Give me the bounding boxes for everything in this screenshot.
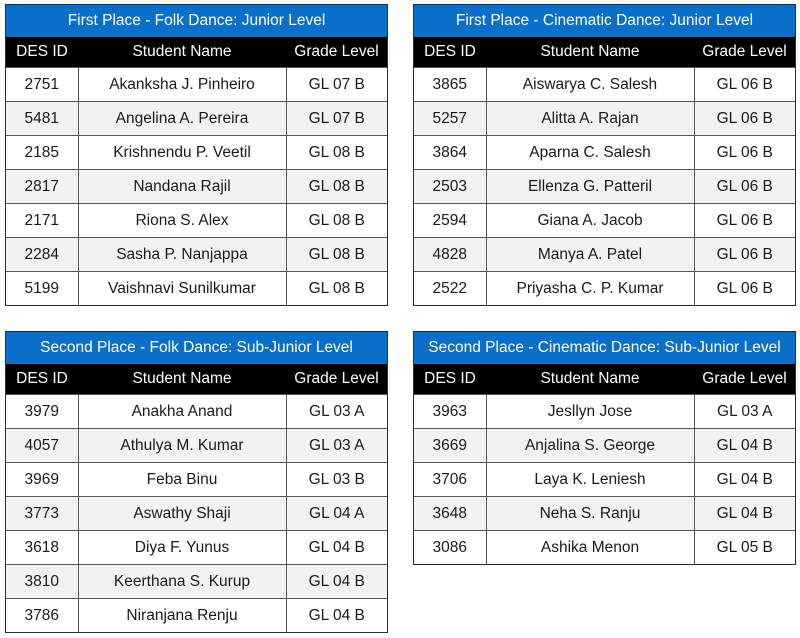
student-name-cell: Jesllyn Jose xyxy=(486,395,694,429)
student-name-cell: Aiswarya C. Salesh xyxy=(486,68,694,102)
table-row xyxy=(414,102,795,136)
grade-level-cell: GL 06 B xyxy=(694,68,795,102)
grade-level-cell: GL 04 A xyxy=(286,497,387,531)
table-row xyxy=(414,238,795,272)
table-row xyxy=(414,429,795,463)
des-id-cell: 3618 xyxy=(6,531,78,565)
student-name-cell: Ashika Menon xyxy=(486,531,694,565)
table-row xyxy=(414,170,795,204)
des-id-cell: 5257 xyxy=(414,102,486,136)
column-header-des-id: DES ID xyxy=(414,364,486,395)
results-table xyxy=(414,37,795,305)
des-id-cell: 2751 xyxy=(6,68,78,102)
column-header-des-id: DES ID xyxy=(6,364,78,395)
table-row xyxy=(414,497,795,531)
des-id-cell: 5199 xyxy=(6,272,78,306)
grade-level-cell: GL 06 B xyxy=(694,204,795,238)
student-name-cell: Anakha Anand xyxy=(78,395,286,429)
student-name-cell: Vaishnavi Sunilkumar xyxy=(78,272,286,306)
student-name-cell: Riona S. Alex xyxy=(78,204,286,238)
student-name-cell: Neha S. Ranju xyxy=(486,497,694,531)
table-row xyxy=(6,238,387,272)
des-id-cell: 2522 xyxy=(414,272,486,306)
student-name-cell: Anjalina S. George xyxy=(486,429,694,463)
column-header-des-id: DES ID xyxy=(6,37,78,68)
table-row xyxy=(414,463,795,497)
student-name-cell: Angelina A. Pereira xyxy=(78,102,286,136)
table-row xyxy=(6,136,387,170)
des-id-cell: 4057 xyxy=(6,429,78,463)
table-row xyxy=(414,531,795,565)
grade-level-cell: GL 03 A xyxy=(694,395,795,429)
table-title: First Place - Cinematic Dance: Junior Level xyxy=(414,5,795,37)
student-name-cell: Laya K. Leniesh xyxy=(486,463,694,497)
grade-level-cell: GL 08 B xyxy=(286,204,387,238)
grade-level-cell: GL 06 B xyxy=(694,238,795,272)
des-id-cell: 2284 xyxy=(6,238,78,272)
des-id-cell: 3810 xyxy=(6,565,78,599)
grade-level-cell: GL 04 B xyxy=(694,463,795,497)
grade-level-cell: GL 08 B xyxy=(286,272,387,306)
table-row xyxy=(6,272,387,306)
header-row xyxy=(414,37,795,68)
grade-level-cell: GL 04 B xyxy=(286,565,387,599)
des-id-cell: 2503 xyxy=(414,170,486,204)
grade-level-cell: GL 03 B xyxy=(286,463,387,497)
results-table-folk-sub-junior xyxy=(5,331,388,633)
grade-level-cell: GL 04 B xyxy=(286,531,387,565)
des-id-cell: 3773 xyxy=(6,497,78,531)
des-id-cell: 3969 xyxy=(6,463,78,497)
grade-level-cell: GL 03 A xyxy=(286,429,387,463)
header-row xyxy=(414,364,795,395)
des-id-cell: 3865 xyxy=(414,68,486,102)
table-row xyxy=(6,395,387,429)
results-table xyxy=(6,37,387,305)
grade-level-cell: GL 08 B xyxy=(286,136,387,170)
header-row xyxy=(6,37,387,68)
column-header-grade-level: Grade Level xyxy=(286,364,387,395)
column-header-student-name: Student Name xyxy=(486,37,694,68)
table-row xyxy=(6,463,387,497)
des-id-cell: 3086 xyxy=(414,531,486,565)
column-header-grade-level: Grade Level xyxy=(286,37,387,68)
table-row xyxy=(414,272,795,306)
table-body xyxy=(414,395,795,565)
table-row xyxy=(6,102,387,136)
table-body xyxy=(414,68,795,306)
des-id-cell: 3864 xyxy=(414,136,486,170)
table-row xyxy=(6,170,387,204)
table-row xyxy=(414,68,795,102)
des-id-cell: 4828 xyxy=(414,238,486,272)
table-title: Second Place - Cinematic Dance: Sub-Junior Level xyxy=(414,332,795,364)
des-id-cell: 3669 xyxy=(414,429,486,463)
des-id-cell: 2817 xyxy=(6,170,78,204)
des-id-cell: 3648 xyxy=(414,497,486,531)
des-id-cell: 3786 xyxy=(6,599,78,633)
table-row xyxy=(6,599,387,633)
des-id-cell: 3706 xyxy=(414,463,486,497)
student-name-cell: Diya F. Yunus xyxy=(78,531,286,565)
des-id-cell: 2171 xyxy=(6,204,78,238)
student-name-cell: Sasha P. Nanjappa xyxy=(78,238,286,272)
grade-level-cell: GL 05 B xyxy=(694,531,795,565)
grade-level-cell: GL 03 A xyxy=(286,395,387,429)
des-id-cell: 3963 xyxy=(414,395,486,429)
student-name-cell: Aparna C. Salesh xyxy=(486,136,694,170)
grade-level-cell: GL 06 B xyxy=(694,102,795,136)
student-name-cell: Nandana Rajil xyxy=(78,170,286,204)
grade-level-cell: GL 08 B xyxy=(286,238,387,272)
student-name-cell: Ellenza G. Patteril xyxy=(486,170,694,204)
des-id-cell: 2185 xyxy=(6,136,78,170)
table-body xyxy=(6,68,387,306)
table-row xyxy=(414,395,795,429)
des-id-cell: 5481 xyxy=(6,102,78,136)
column-header-des-id: DES ID xyxy=(414,37,486,68)
des-id-cell: 3979 xyxy=(6,395,78,429)
table-row xyxy=(6,565,387,599)
grade-level-cell: GL 07 B xyxy=(286,68,387,102)
column-header-grade-level: Grade Level xyxy=(694,37,795,68)
student-name-cell: Aswathy Shaji xyxy=(78,497,286,531)
table-title: First Place - Folk Dance: Junior Level xyxy=(6,5,387,37)
student-name-cell: Feba Binu xyxy=(78,463,286,497)
student-name-cell: Alitta A. Rajan xyxy=(486,102,694,136)
results-table xyxy=(6,364,387,632)
grade-level-cell: GL 06 B xyxy=(694,136,795,170)
column-header-grade-level: Grade Level xyxy=(694,364,795,395)
grade-level-cell: GL 08 B xyxy=(286,170,387,204)
table-row xyxy=(414,136,795,170)
student-name-cell: Keerthana S. Kurup xyxy=(78,565,286,599)
results-table-folk-junior xyxy=(5,4,388,306)
results-table-cinematic-sub-junior xyxy=(413,331,796,565)
student-name-cell: Manya A. Patel xyxy=(486,238,694,272)
student-name-cell: Akanksha J. Pinheiro xyxy=(78,68,286,102)
column-header-student-name: Student Name xyxy=(486,364,694,395)
results-table-cinematic-junior xyxy=(413,4,796,306)
grade-level-cell: GL 04 B xyxy=(694,497,795,531)
table-body xyxy=(6,395,387,633)
results-table xyxy=(414,364,795,564)
header-row xyxy=(6,364,387,395)
grade-level-cell: GL 06 B xyxy=(694,272,795,306)
table-row xyxy=(414,204,795,238)
column-header-student-name: Student Name xyxy=(78,37,286,68)
table-row xyxy=(6,429,387,463)
student-name-cell: Giana A. Jacob xyxy=(486,204,694,238)
student-name-cell: Priyasha C. P. Kumar xyxy=(486,272,694,306)
des-id-cell: 2594 xyxy=(414,204,486,238)
table-row xyxy=(6,68,387,102)
student-name-cell: Niranjana Renju xyxy=(78,599,286,633)
grade-level-cell: GL 07 B xyxy=(286,102,387,136)
table-row xyxy=(6,204,387,238)
grade-level-cell: GL 04 B xyxy=(286,599,387,633)
student-name-cell: Athulya M. Kumar xyxy=(78,429,286,463)
table-title: Second Place - Folk Dance: Sub-Junior Level xyxy=(6,332,387,364)
grade-level-cell: GL 04 B xyxy=(694,429,795,463)
table-row xyxy=(6,531,387,565)
column-header-student-name: Student Name xyxy=(78,364,286,395)
table-row xyxy=(6,497,387,531)
grade-level-cell: GL 06 B xyxy=(694,170,795,204)
student-name-cell: Krishnendu P. Veetil xyxy=(78,136,286,170)
